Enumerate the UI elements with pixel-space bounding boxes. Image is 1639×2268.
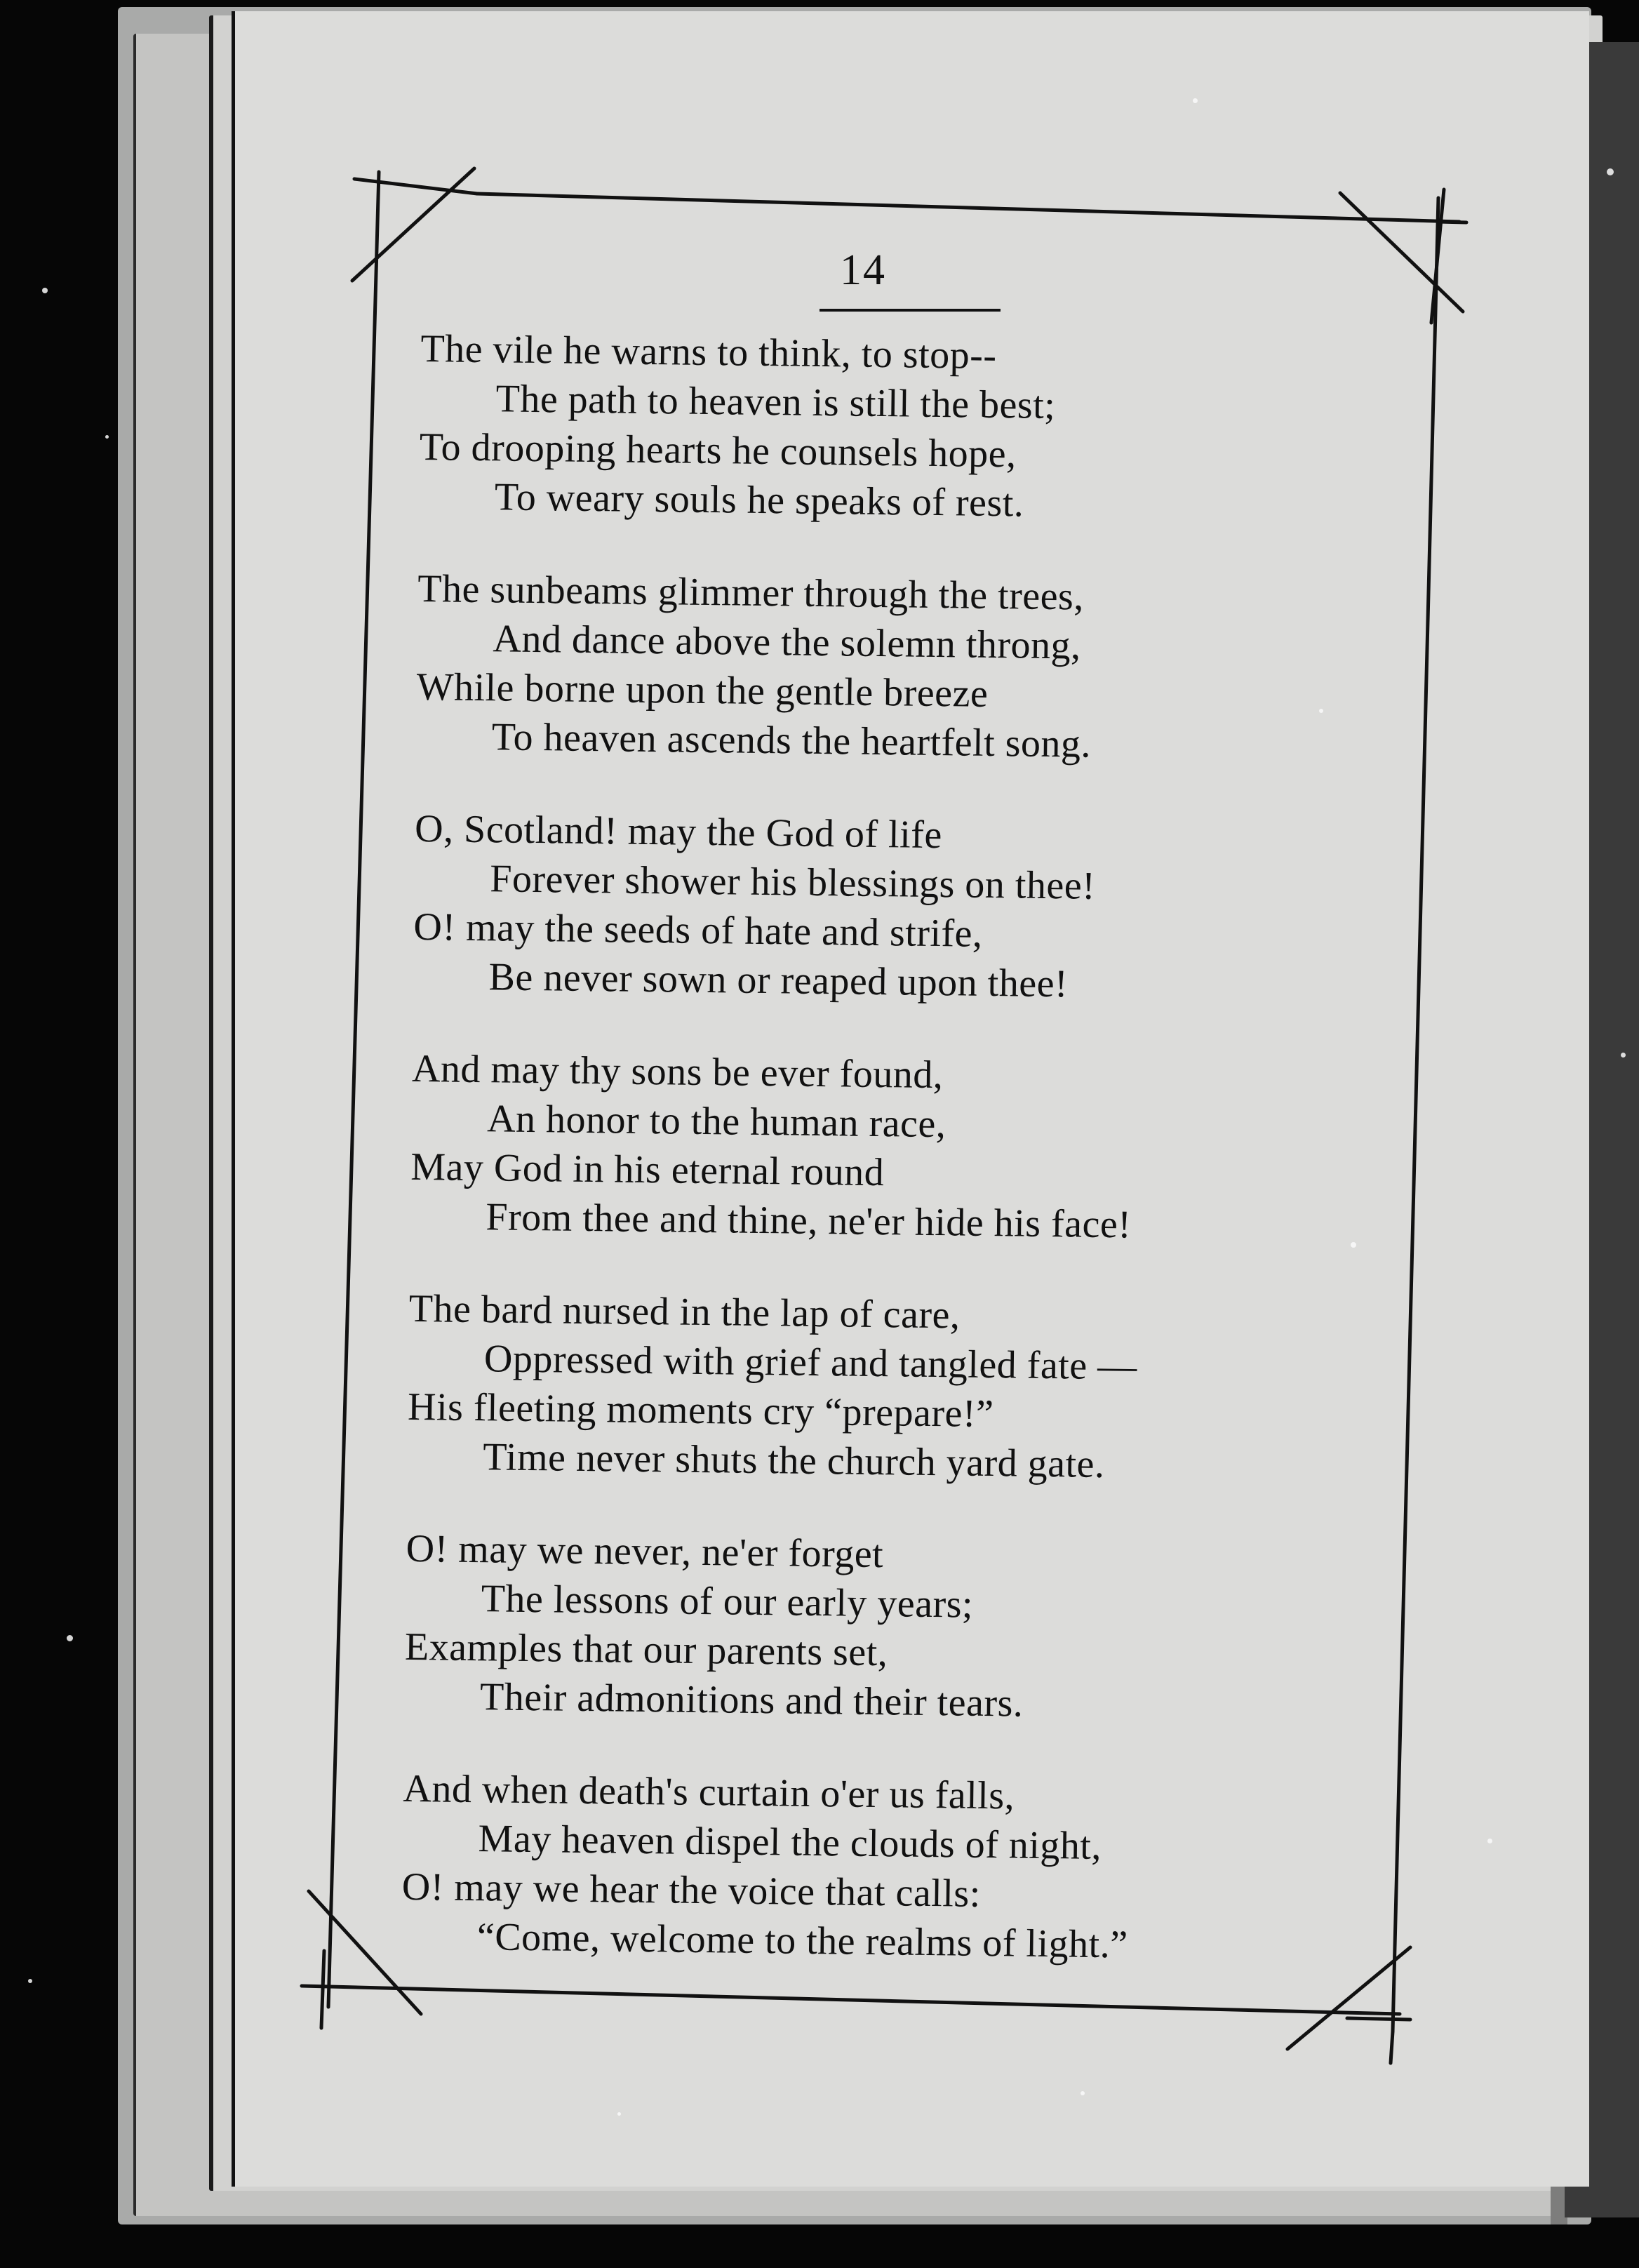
verse-line: O! may we never, ne'er forget (406, 1526, 884, 1577)
verse-line: The bard nursed in the lap of care, (408, 1286, 961, 1338)
verse-line: Time never shuts the church yard gate. (482, 1435, 1105, 1487)
scan-dust (105, 435, 109, 439)
verse-line: And dance above the solemn throng, (493, 617, 1081, 668)
poem-text (401, 324, 1431, 2016)
page-number-underline (820, 309, 1001, 312)
stanza (410, 1044, 1422, 1253)
verse-line: “Come, welcome to the realms of light.” (476, 1915, 1128, 1967)
verse-line: To drooping hearts he counsels hope, (419, 425, 1017, 476)
scan-dust (1081, 2091, 1085, 2095)
stanza (413, 804, 1425, 1013)
verse-line: Be never sown or reaped upon thee! (488, 955, 1069, 1006)
verse-line: May God in his eternal round (410, 1145, 885, 1195)
corner-bottom-right-tick (1391, 2032, 1393, 2063)
verse-line: From thee and thine, ne'er hide his face! (486, 1195, 1132, 1247)
scan-dust (1351, 1242, 1356, 1248)
verse-line: The sunbeams glimmer through the trees, (417, 566, 1085, 619)
stanza (415, 564, 1428, 773)
verse-line: O! may we hear the voice that calls: (401, 1865, 982, 1916)
verse-line: Forever shower his blessings on thee! (489, 857, 1096, 908)
stanza (419, 324, 1431, 533)
scan-dust (28, 1979, 32, 1983)
verse-line: His fleeting moments cry “prepare!” (407, 1385, 994, 1436)
verse-line: O, Scotland! may the God of life (414, 806, 943, 858)
scan-dust (1193, 98, 1198, 103)
verse-line: The lessons of our early years; (481, 1577, 974, 1627)
corner-top-right-slash (1340, 193, 1463, 312)
scan-dust (1319, 709, 1323, 713)
scan-dust (1487, 1839, 1492, 1843)
verse-line: O! may the seeds of hate and strife, (413, 905, 983, 956)
verse-line: Examples that our parents set, (404, 1625, 888, 1675)
verse-line: Their admonitions and their tears. (479, 1675, 1024, 1726)
scan-dust (1607, 168, 1614, 175)
border-left-rule (328, 172, 379, 2007)
scan-dust (1621, 1053, 1626, 1058)
stanza (404, 1524, 1417, 1733)
scan-dust (617, 2112, 621, 2116)
corner-bottom-left-tick (321, 1951, 324, 2028)
scan-dust (42, 288, 48, 293)
verse-line: The path to heaven is still the best; (495, 377, 1056, 428)
stanza (407, 1284, 1419, 1493)
verse-line: May heaven dispel the clouds of night, (478, 1817, 1102, 1869)
verse-line: And when death's curtain o'er us falls, (403, 1766, 1015, 1818)
verse-line: And may thy sons be ever found, (411, 1046, 944, 1098)
verse-line: Oppressed with grief and tangled fate — (483, 1337, 1138, 1389)
verse-line: To heaven ascends the heartfelt song. (491, 715, 1092, 766)
scan-dust (67, 1635, 73, 1641)
verse-line: The vile he warns to think, to stop-- (420, 326, 997, 378)
verse-line: While borne upon the gentle breeze (416, 665, 989, 716)
page-number: 14 (840, 246, 886, 294)
verse-line: An honor to the human race, (486, 1097, 946, 1147)
border-top-rule (477, 194, 1459, 222)
stanza (401, 1764, 1414, 1973)
corner-bottom-right-extension (1347, 2018, 1410, 2020)
verse-line: To weary souls he speaks of rest. (494, 475, 1024, 526)
